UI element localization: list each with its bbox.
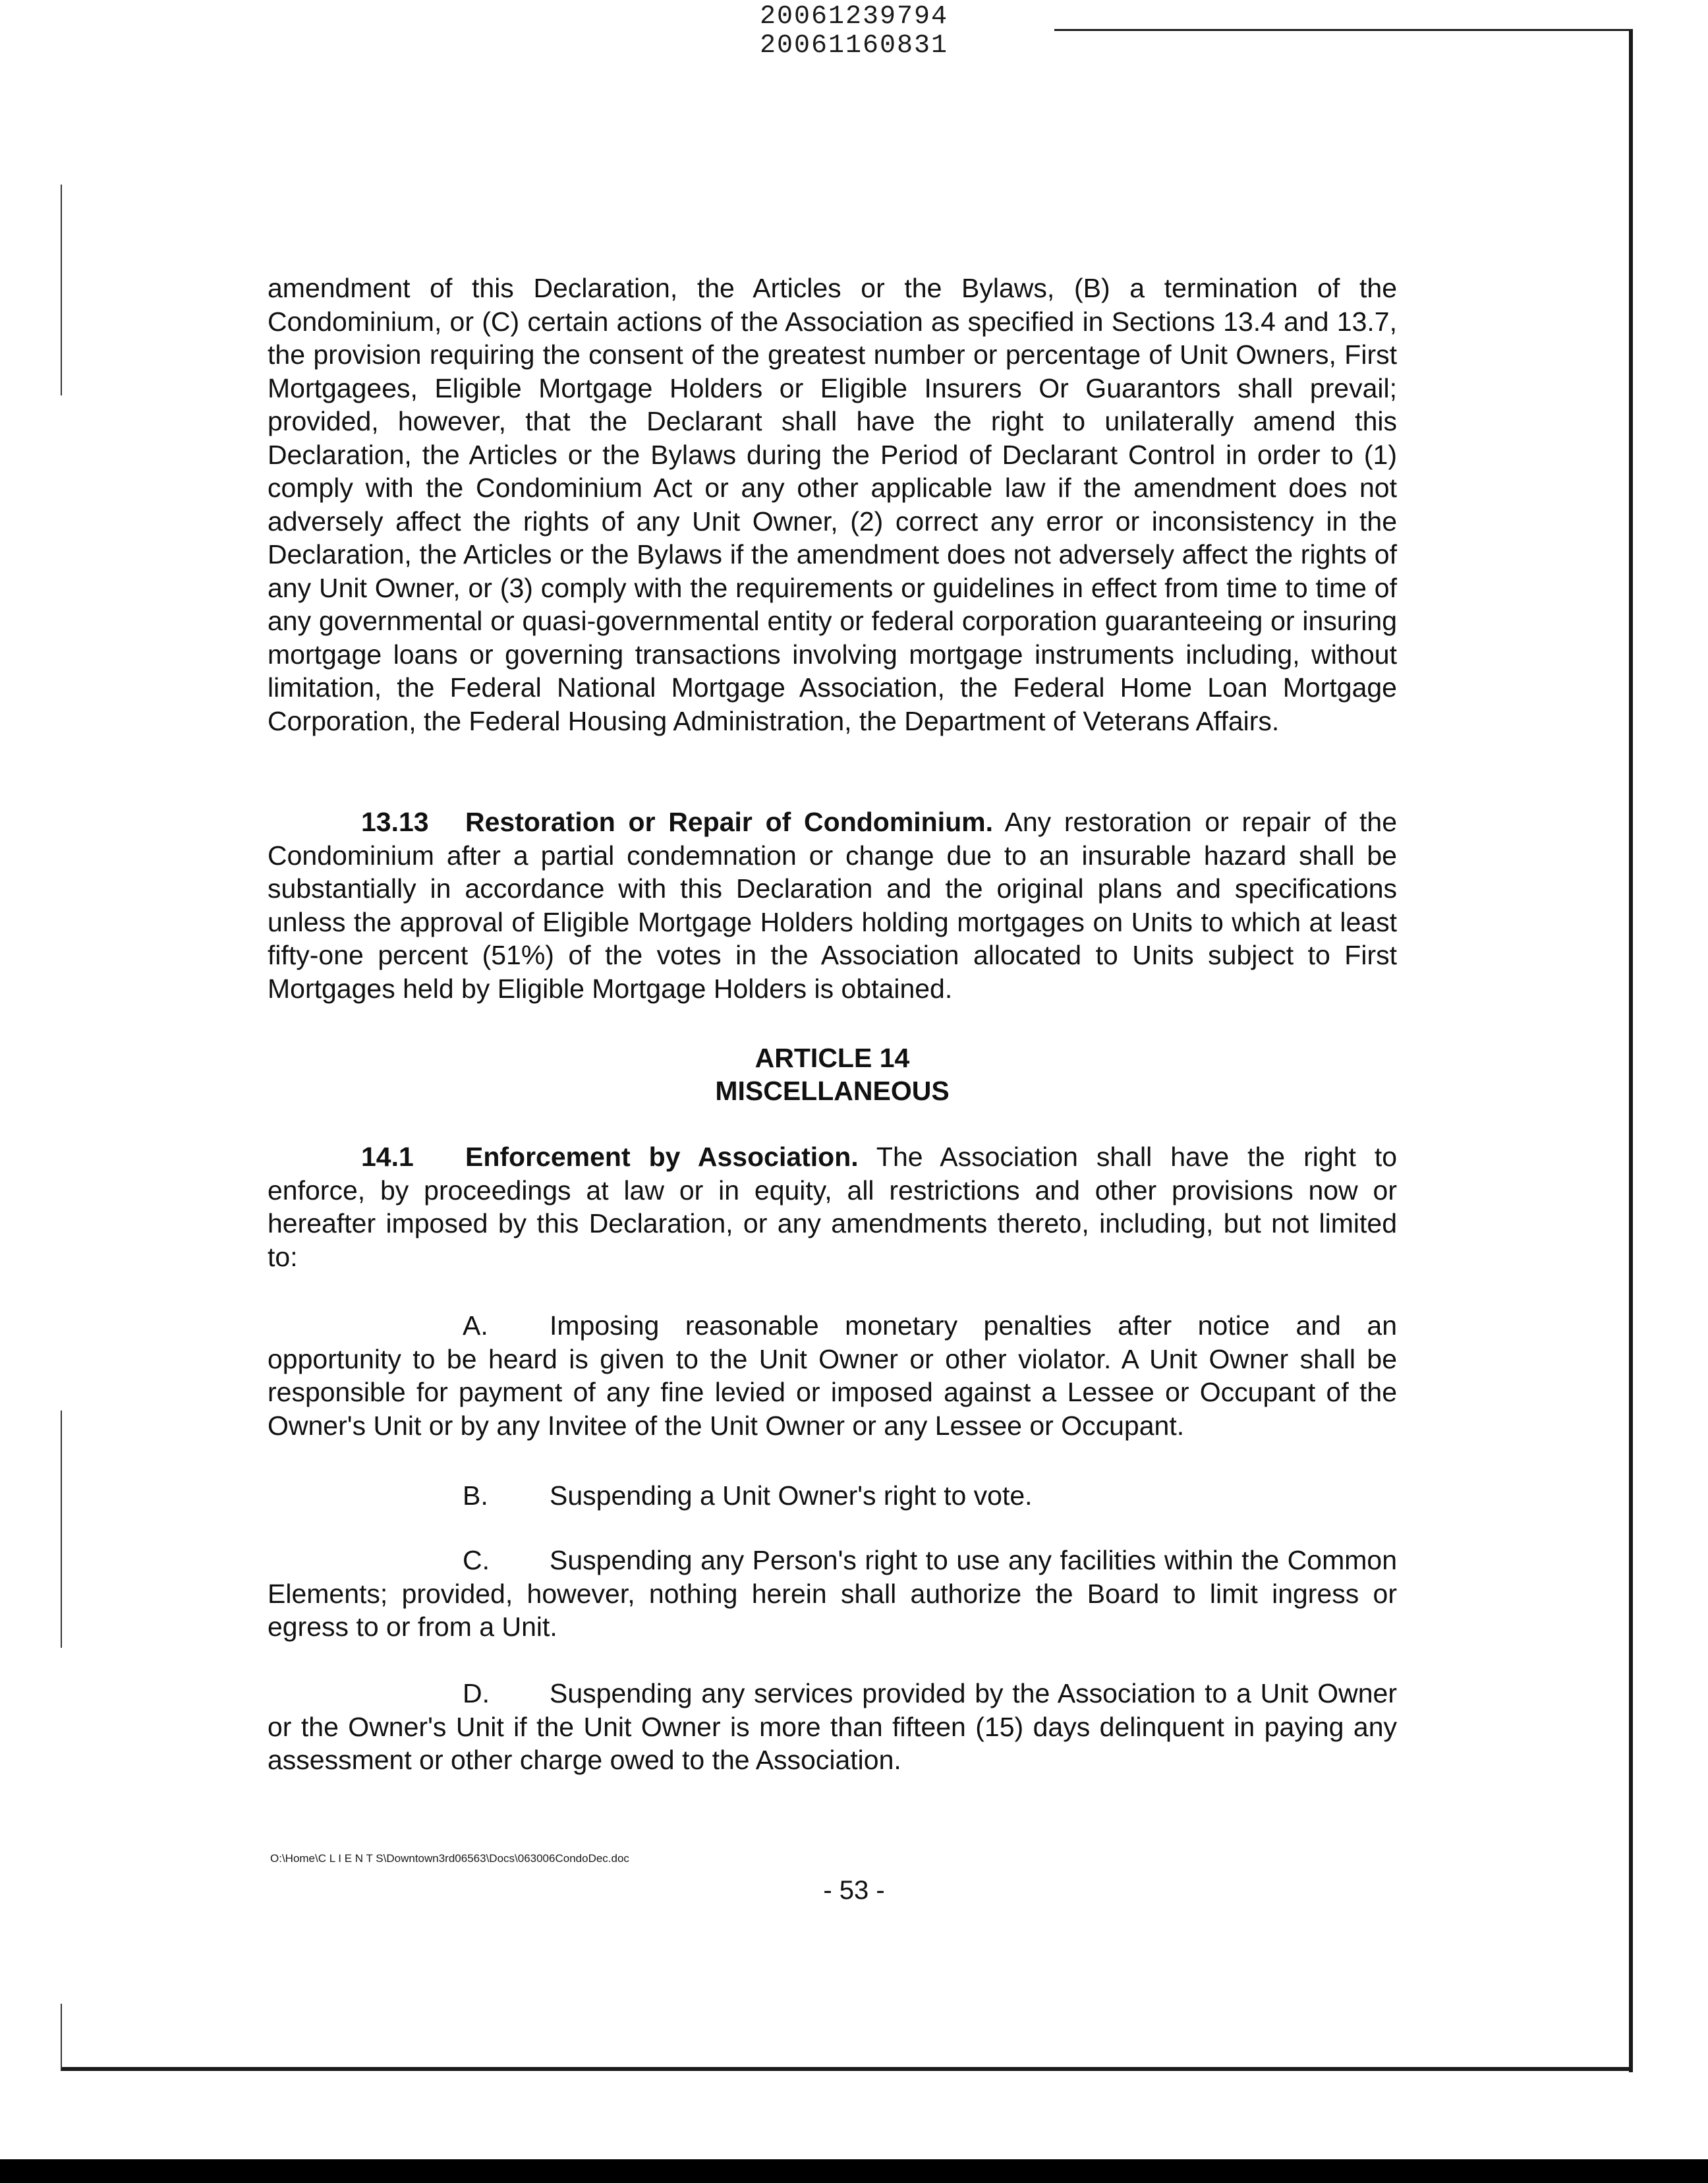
scan-frame-right xyxy=(1629,29,1633,2072)
scan-edge-bar xyxy=(0,2159,1708,2183)
list-item xyxy=(268,1479,1397,1513)
list-item-paragraph xyxy=(268,1479,1397,1513)
scan-mark xyxy=(61,185,62,395)
scan-mark xyxy=(61,2004,62,2070)
paragraph-amendment-continuation xyxy=(268,272,1397,738)
section-heading: Restoration or Repair of Condominium. xyxy=(465,807,994,837)
list-item-paragraph xyxy=(268,1677,1397,1777)
list-item-paragraph xyxy=(268,1544,1397,1644)
section-number: 13.13 xyxy=(361,807,429,837)
item-letter: A. xyxy=(463,1310,488,1341)
item-letter: D. xyxy=(463,1678,490,1708)
page-number: - 53 - xyxy=(823,1876,885,1905)
section-heading: Enforcement by Association. xyxy=(465,1142,859,1172)
footer-file-path: O:\Home\C L I E N T S\Downtown3rd06563\Docs\063006CondoDec.doc xyxy=(270,1852,629,1865)
article-title: ARTICLE 14 xyxy=(754,1043,910,1073)
list-item xyxy=(268,1309,1397,1442)
section-paragraph xyxy=(268,1140,1397,1273)
item-text: Suspending any Person's right to use any facilities within the Common Elements; provided, however, nothing herein shall authorize the Board to limit ingress or egress to or from a Unit. xyxy=(268,1545,1397,1642)
list-item xyxy=(268,1544,1397,1644)
item-letter: C. xyxy=(463,1545,490,1575)
list-item xyxy=(268,1677,1397,1777)
section-13-13 xyxy=(268,805,1397,1005)
scan-frame-bottom xyxy=(61,2067,1633,2071)
article-subtitle: MISCELLANEOUS xyxy=(715,1076,950,1106)
paragraph-text: amendment of this Declaration, the Articles or the Bylaws, (B) a termination of the Condominium, or (C) certain actions of the Association as specified in Sections 13.4 and 13.7, the provision requiring the consent of the greatest number or percentage of Unit Owners, First Mortgagees, Eligible Mortgage Holders or Eligible Insurers Or Guarantors shall prevail; provided, however, that the Declarant shall have the right to unilaterally amend this Declaration, the Articles or the Bylaws during the Period of Declarant Control in order to (1) comply with the Condominium Act or any other applicable law if the amendment does not adversely affect the rights of any Unit Owner, (2) correct any error or inconsistency in the Declaration, the Articles or the Bylaws if the amendment does not adversely affect the rights of any Unit Owner, or (3) comply with the requirements or guidelines in effect from time to time of any governmental or quasi-governmental entity or federal corporation guaranteeing or insuring mortgage loans or governing transactions involving mortgage instruments including, without limitation, the Federal National Mortgage Association, the Federal Home Loan Mortgage Corporation, the Federal Housing Administration, the Department of Veterans Affairs. xyxy=(268,273,1397,736)
section-14-1 xyxy=(268,1140,1397,1273)
article-heading xyxy=(268,1041,1397,1107)
list-item-paragraph xyxy=(268,1309,1397,1442)
section-body: The Association shall have the right to enforce, by proceedings at law or in equity, all restrictions and other provisions now or hereafter imposed by this Declaration, or any amendments thereto, including, but not limited to: xyxy=(268,1142,1398,1272)
section-number: 14.1 xyxy=(361,1142,414,1172)
item-text: Suspending any services provided by the Association to a Unit Owner or the Owner's Unit if the Unit Owner is more than fifteen (15) days delinquent in paying any assessment or other charge owed to the Association. xyxy=(268,1678,1397,1775)
scan-frame-top xyxy=(1054,29,1633,31)
section-body: Any restoration or repair of the Condominium after a partial condemnation or change due to an insurable hazard shall be substantially in accordance with this Declaration and the original plans and specifications unless the approval of Eligible Mortgage Holders holding mortgages on Units to which at least fifty-one percent (51%) of the votes in the Association allocated to Units subject to First Mortgages held by Eligible Mortgage Holders is obtained. xyxy=(268,807,1397,1004)
item-text: Imposing reasonable monetary penalties after notice and an opportunity to be heard is given to the Unit Owner or other violator. A Unit Owner shall be responsible for payment of any fine levied or imposed against a Lessee or Occupant of the Owner's Unit or by any Invitee of the Unit Owner or any Lessee or Occupant. xyxy=(268,1310,1397,1441)
item-letter: B. xyxy=(463,1480,488,1511)
section-paragraph xyxy=(268,805,1397,1005)
item-text: Suspending a Unit Owner's right to vote. xyxy=(550,1480,1033,1511)
scan-mark xyxy=(61,1411,62,1648)
recording-number-1: 20061239794 xyxy=(759,2,949,32)
recording-number-2: 20061160831 xyxy=(759,31,949,61)
